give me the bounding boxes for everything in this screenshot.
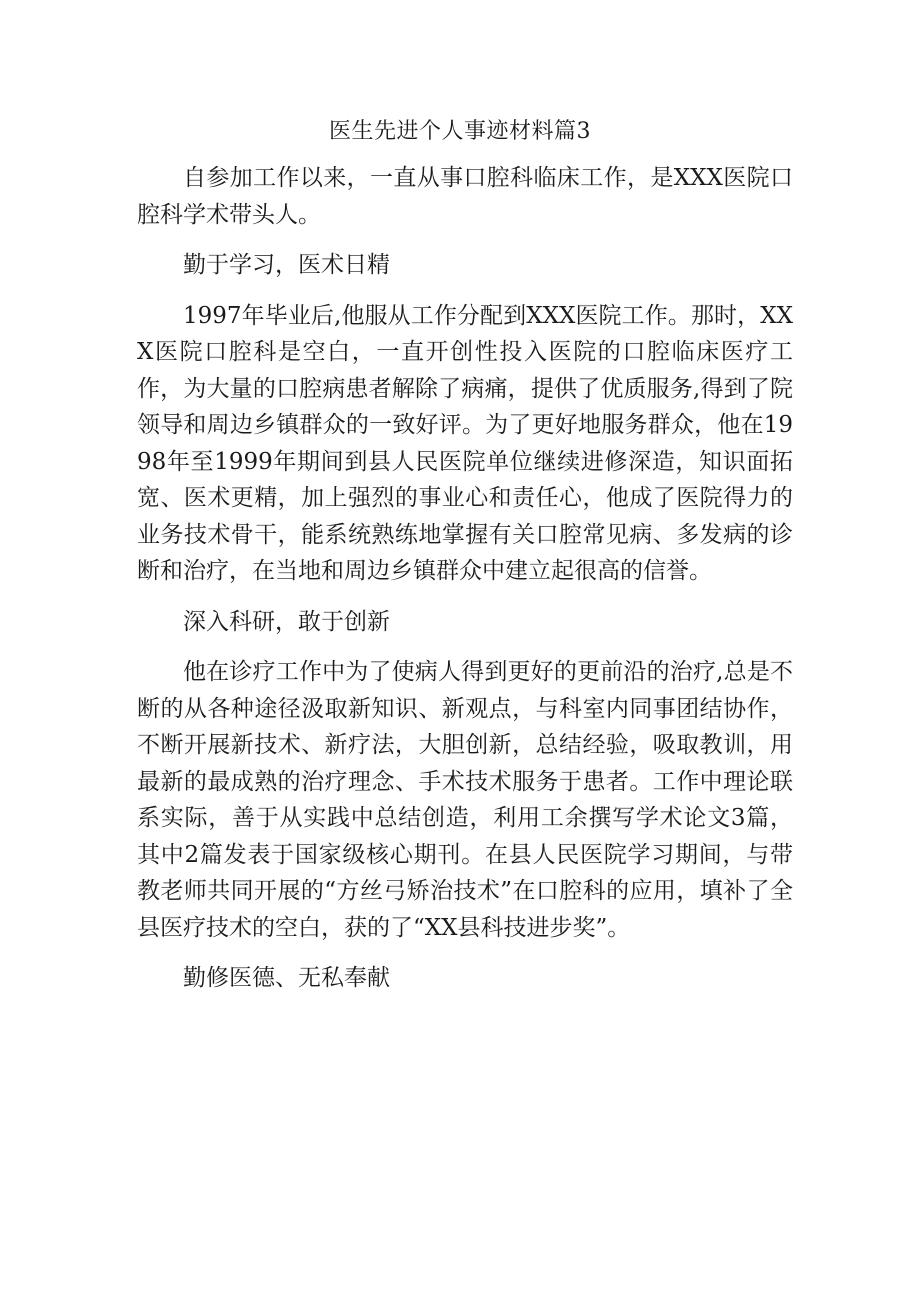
intro-paragraph: 自参加工作以来，一直从事口腔科临床工作，是XXX医院口腔科学术带头人。	[137, 165, 793, 228]
document-body	[137, 160, 793, 997]
research-paragraph: 他在诊疗工作中为了使病人得到更好的更前沿的治疗,总是不断的从各种途径汲取新知识、新观点，与科室内同事团结协作，不断开展新技术、新疗法，大胆创新，总结经验，吸取教训，用最新的最成熟的治疗理念、手术技术服务于患者。工作中理论联系实际，善于从实践中总结创造，利用工余撰写学术论文3篇，其中2篇发表于国家级核心期刊。在县人民医院学习期间，与带教老师共同开展的“方丝弓矫治技术”在口腔科的应用，填补了全县医疗技术的空白，获的了“XX县科技进步奖”。	[137, 659, 793, 941]
document-title: 医生先进个人事迹材料篇3	[329, 119, 591, 144]
study-paragraph: 1997年毕业后,他服从工作分配到XXX医院工作。那时，XXX医院口腔科是空白，一直开创性投入医院的口腔临床医疗工作，为大量的口腔病患者解除了病痛，提供了优质服务,得到了院领导和周边乡镇群众的一致好评。为了更好地服务群众，他在1998年至1999年期间到县人民医院单位继续进修深造，知识面拓宽、医术更精，加上强烈的事业心和责任心，他成了医院得力的业务技术骨干，能系统熟练地掌握有关口腔常见病、多发病的诊断和治疗，在当地和周边乡镇群众中建立起很高的信誉。	[137, 302, 793, 584]
section-heading-study: 勤于学习，医术日精	[183, 252, 390, 278]
section-heading-research: 深入科研，敢于创新	[183, 608, 390, 635]
section-heading-ethics: 勤修医德、无私奉献	[183, 965, 390, 991]
